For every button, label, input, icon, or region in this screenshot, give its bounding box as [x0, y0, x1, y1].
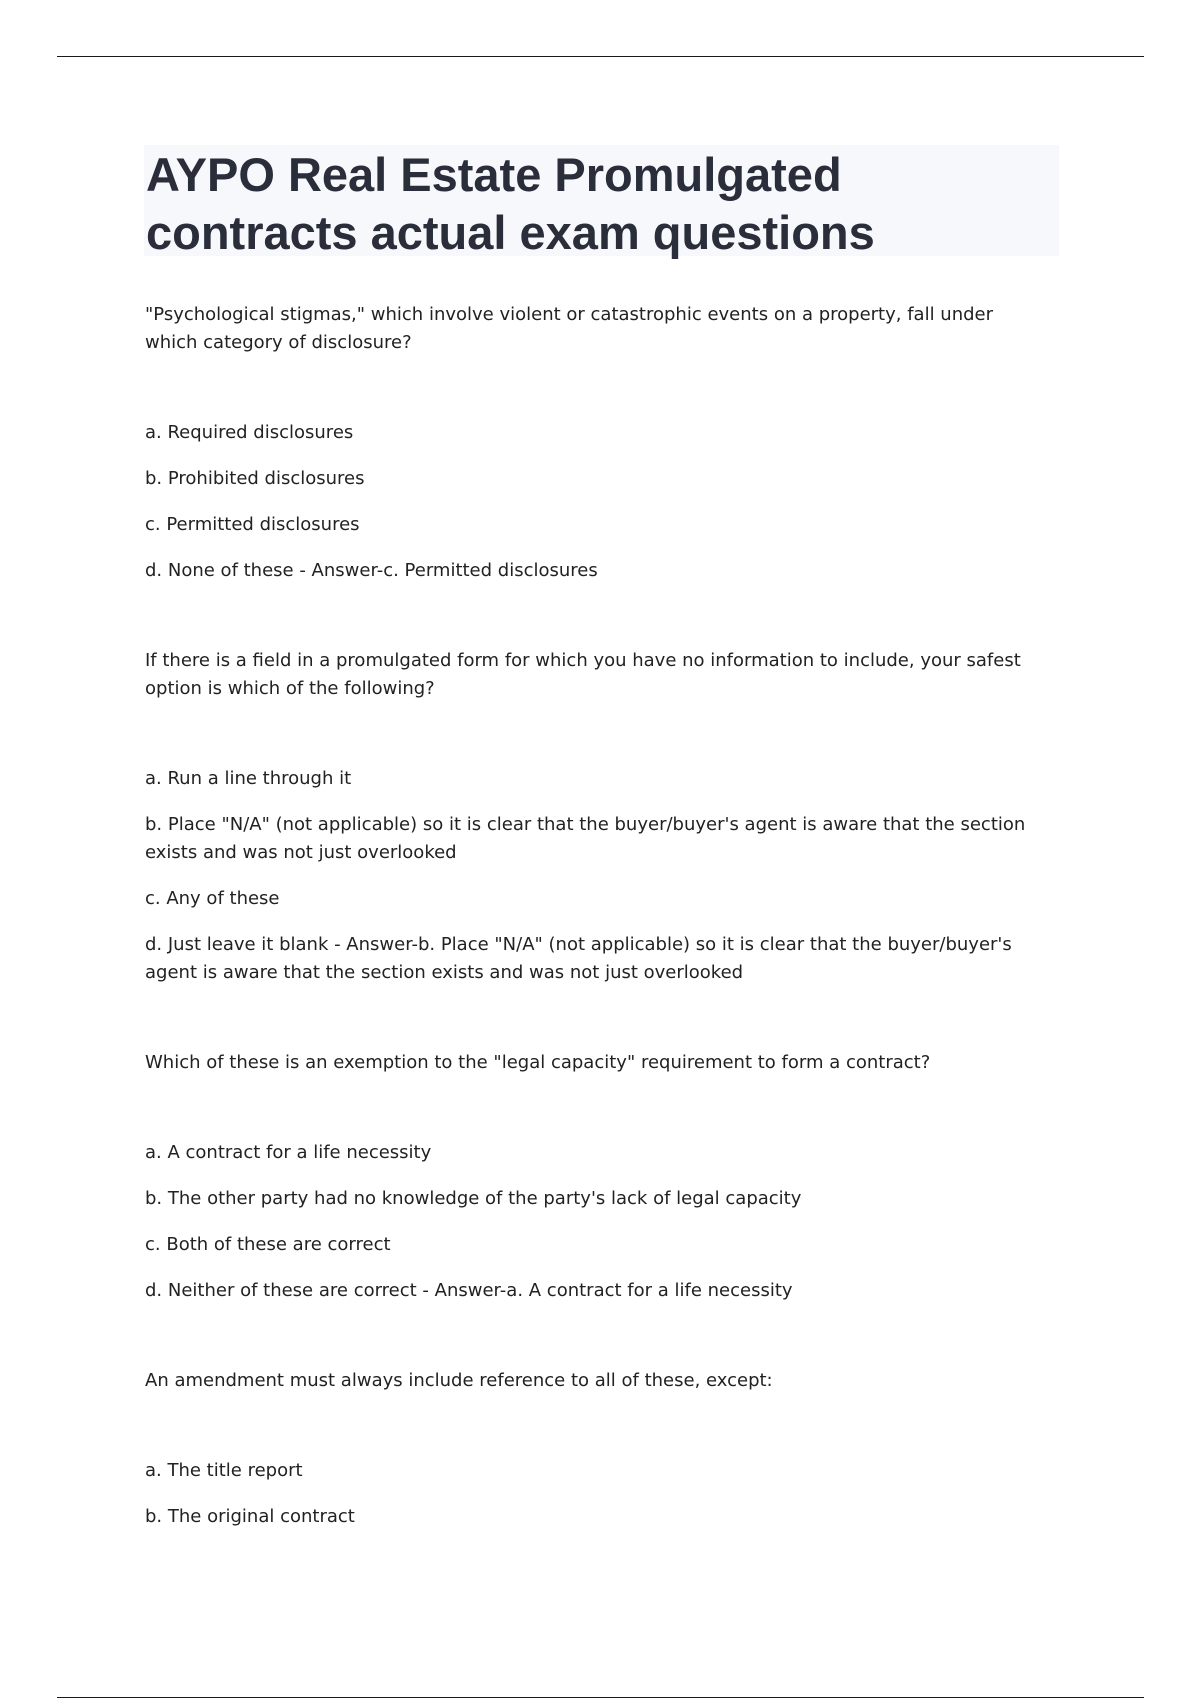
question-block-4 [145, 1367, 1045, 1531]
question-text: If there is a field in a promulgated form for which you have no information to include, your safest option is which of the following? [145, 650, 1021, 699]
options-list [145, 765, 1045, 987]
option-b: b. The original contract [145, 1506, 355, 1527]
option-d-answer: d. None of these - Answer-c. Permitted disclosures [145, 560, 598, 581]
options-list [145, 419, 1045, 585]
option-a: a. Required disclosures [145, 422, 354, 443]
top-rule [57, 56, 1144, 57]
questions-content [145, 301, 1045, 1531]
option-a: a. Run a line through it [145, 768, 352, 789]
question-text: An amendment must always include reference to all of these, except: [145, 1370, 773, 1391]
option-b: b. Prohibited disclosures [145, 468, 365, 489]
option-d-answer: d. Just leave it blank - Answer-b. Place "N/A" (not applicable) so it is clear that the buyer/buyer's agent is aware that the section exists and was not just overlooked [145, 934, 1012, 983]
question-text: "Psychological stigmas," which involve violent or catastrophic events on a property, fall under which category of disclosure? [145, 304, 994, 353]
document-title: AYPO Real Estate Promulgated contracts actual exam questions [146, 148, 875, 259]
question-text: Which of these is an exemption to the "legal capacity" requirement to form a contract? [145, 1052, 931, 1073]
options-list [145, 1457, 1045, 1531]
question-block-2 [145, 647, 1045, 987]
option-a: a. A contract for a life necessity [145, 1142, 432, 1163]
option-b: b. The other party had no knowledge of the party's lack of legal capacity [145, 1188, 802, 1209]
option-a: a. The title report [145, 1460, 303, 1481]
question-block-1 [145, 301, 1045, 585]
option-b: b. Place "N/A" (not applicable) so it is clear that the buyer/buyer's agent is aware that the section exists and was not just overlooked [145, 814, 1026, 863]
bottom-rule [57, 1697, 1144, 1698]
option-c: c. Both of these are correct [145, 1234, 391, 1255]
option-d-answer: d. Neither of these are correct - Answer-a. A contract for a life necessity [145, 1280, 793, 1301]
option-c: c. Permitted disclosures [145, 514, 360, 535]
option-c: c. Any of these [145, 888, 280, 909]
question-block-3 [145, 1049, 1045, 1305]
options-list [145, 1139, 1045, 1305]
